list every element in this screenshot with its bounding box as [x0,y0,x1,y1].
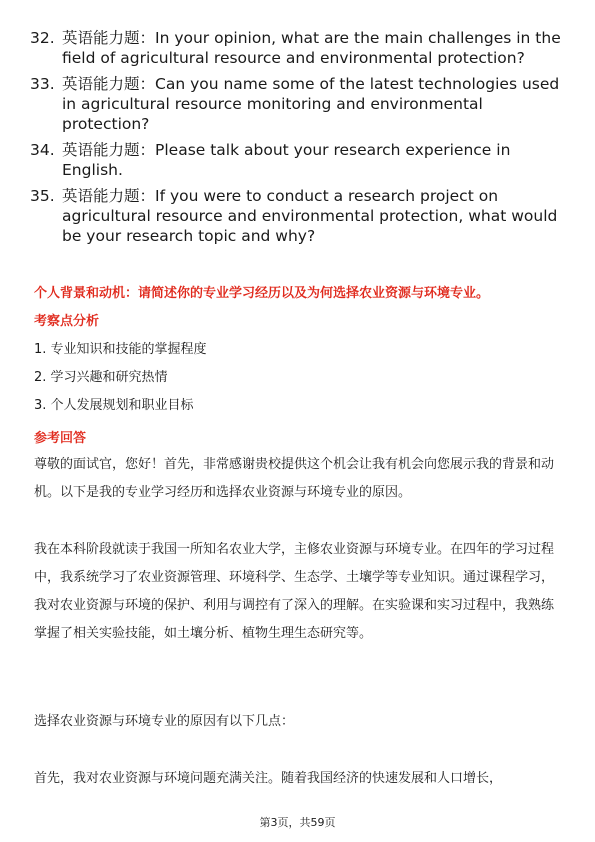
answer-paragraph: 首先，我对农业资源与环境问题充满关注。随着我国经济的快速发展和人口增长， [34,771,503,786]
answer-paragraph: 选择农业资源与环境专业的原因有以下几点： [34,714,295,729]
question-number: 32. [30,29,55,47]
question-item [30,140,565,180]
question-number: 35. [30,187,55,205]
question-list [30,28,565,252]
analysis-heading: 考察点分析 [34,314,100,329]
question-item [30,28,565,68]
question-text: 英语能力题：Please talk about your research experience in English. [62,141,511,179]
section-title: 个人背景和动机：请简述你的专业学习经历以及为何选择农业资源与环境专业。 [34,286,490,301]
question-item [30,186,565,246]
answer-paragraph: 我在本科阶段就读于我国一所知名农业大学，主修农业资源与环境专业。在四年的学习过程中，我系统学习了农业资源管理、环境科学、生态学、土壤学等专业知识。通过课程学习，我对农业资源与环境的保护、利用与调控有了深入的理解。在实验课和实习过程中，我熟练掌握了相关实验技能，如土壤分析、植物生理生态研究等。 [34,542,555,641]
question-number: 33. [30,75,55,93]
answer-heading: 参考回答 [34,431,87,446]
analysis-point: 3. 个人发展规划和职业目标 [34,398,194,413]
question-text: 英语能力题：In your opinion, what are the main challenges in the field of agricultural resource and environmental protection? [62,29,561,67]
analysis-point: 1. 专业知识和技能的掌握程度 [34,342,207,357]
question-number: 34. [30,141,55,159]
analysis-point: 2. 学习兴趣和研究热情 [34,370,168,385]
page-footer: 第3页，共59页 [259,816,336,829]
question-text: 英语能力题：If you were to conduct a research project on agricultural resource and environmental protection, what would be your research topic and why? [62,187,558,245]
question-item [30,74,565,134]
question-text: 英语能力题：Can you name some of the latest technologies used in agricultural resource monitoring and environmental protection? [62,75,560,133]
answer-paragraph: 尊敬的面试官，您好！首先，非常感谢贵校提供这个机会让我有机会向您展示我的背景和动机。以下是我的专业学习经历和选择农业资源与环境专业的原因。 [34,457,555,500]
